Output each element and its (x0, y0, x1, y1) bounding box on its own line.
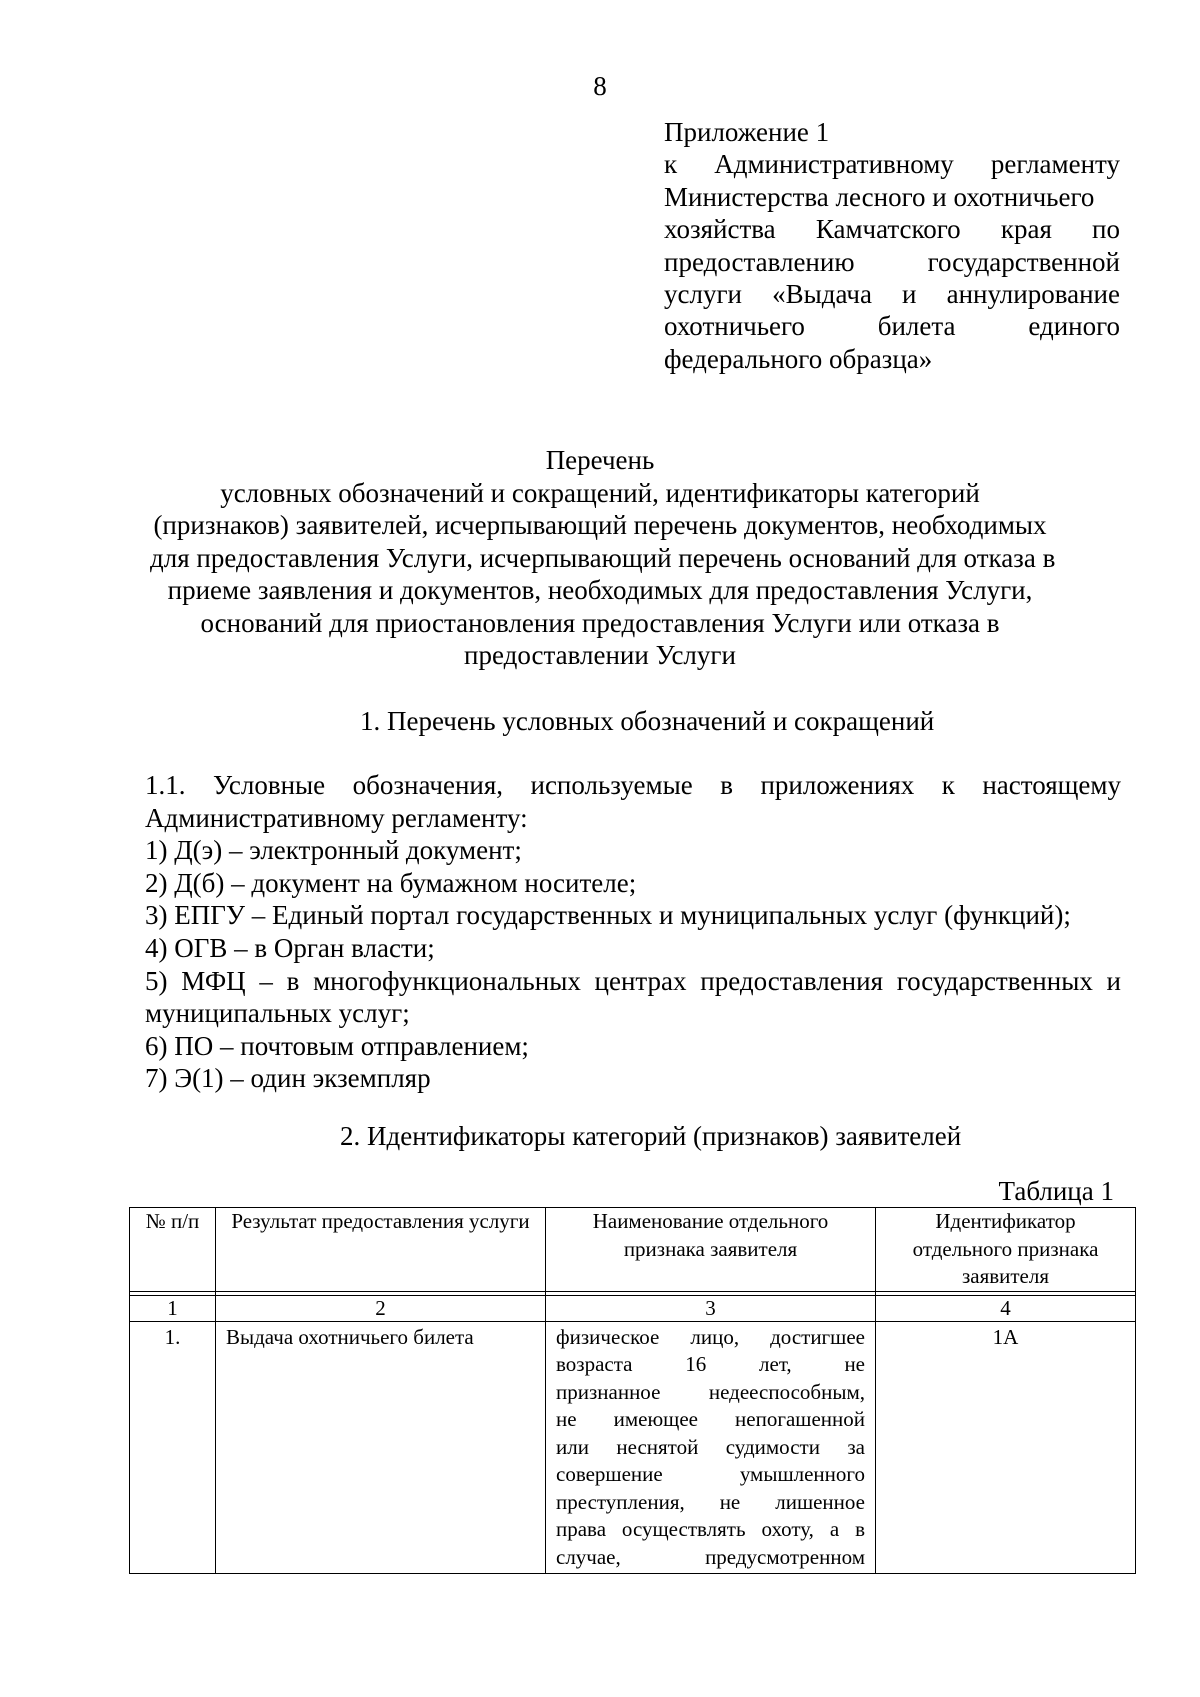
table-caption: Таблица 1 (998, 1176, 1114, 1206)
legend-line: Административному регламенту: (145, 802, 528, 833)
appendix-line: хозяйства Камчатского края по (664, 214, 1120, 245)
section-2-heading: 2. Идентификаторы категорий (признаков) заявителей (340, 1121, 962, 1151)
legend-item: 4) ОГВ – в Орган власти; (145, 932, 435, 963)
column-number: 2 (216, 1295, 546, 1321)
title-line: оснований для приостановления предоставления Услуги или отказа в (200, 607, 1000, 638)
legend-item: муниципальных услуг; (145, 998, 410, 1029)
legend-item: 3) ЕПГУ – Единый портал государственных и муниципальных услуг (функций); (145, 900, 1071, 931)
column-number: 1 (130, 1295, 216, 1321)
feature-line: возраста 16 лет, не (556, 1352, 865, 1376)
legend-line: 1.1. Условные обозначения, используемые в приложениях к настоящему (145, 770, 1121, 800)
row-feature (546, 1321, 876, 1573)
legend-item: 6) ПО – почтовым отправлением; (145, 1030, 529, 1061)
appendix-line: Министерства лесного и охотничьего (664, 181, 1095, 212)
appendix-line: федерального образца» (664, 343, 933, 374)
legend-item: 1) Д(э) – электронный документ; (145, 835, 522, 866)
appendix-line: предоставлению государственной (664, 246, 1120, 277)
feature-line: не имеющее непогашенной (556, 1407, 865, 1431)
header-cell-identifier: Идентификатор отдельного признака заявителя (876, 1208, 1136, 1292)
title-line: Перечень (545, 445, 655, 475)
row-number: 1. (130, 1321, 216, 1573)
applicant-categories-table (129, 1207, 1136, 1574)
title-line: условных обозначений и сокращений, идентификаторы категорий (220, 477, 980, 508)
feature-line: права осуществлять охоту, а в (556, 1517, 865, 1541)
header-cell-number: № п/п (130, 1208, 216, 1292)
section-1-heading: 1. Перечень условных обозначений и сокращений (360, 706, 935, 736)
appendix-line: охотничьего билета единого (664, 311, 1120, 342)
row-result: Выдача охотничьего билета (216, 1321, 546, 1573)
appendix-header (664, 116, 1120, 375)
appendix-line: услуги «Выдача и аннулирование (664, 279, 1120, 310)
legend-item: 7) Э(1) – один экземпляр (145, 1063, 431, 1094)
legend-item: 5) МФЦ – в многофункциональных центрах предоставления государственных и (145, 965, 1121, 996)
column-number: 4 (876, 1295, 1136, 1321)
feature-line: физическое лицо, достигшее (556, 1324, 865, 1349)
abbreviation-list (145, 769, 1121, 1095)
header-cell-feature: Наименование отдельного признака заявителя (546, 1208, 876, 1292)
feature-line: совершение умышленного (556, 1462, 865, 1486)
column-number-row (130, 1295, 1136, 1321)
feature-line: преступления, не лишенное (556, 1489, 865, 1514)
row-identifier: 1А (876, 1321, 1136, 1573)
title-line: предоставлении Услуги (464, 640, 736, 670)
title-line: приеме заявления и документов, необходимых для предоставления Услуги, (167, 575, 1033, 605)
document-title (150, 444, 1056, 672)
table-header-row (130, 1208, 1136, 1292)
page-number: 8 (593, 71, 607, 101)
table-row (130, 1321, 1136, 1573)
feature-line: или неснятой судимости за (556, 1434, 865, 1459)
feature-line: признанное недееспособным, (556, 1379, 865, 1404)
title-line: (признаков) заявителей, исчерпывающий перечень документов, необходимых (153, 510, 1047, 540)
feature-line: случае, предусмотренном (556, 1544, 865, 1569)
appendix-line: Приложение 1 (664, 117, 830, 147)
column-number: 3 (546, 1295, 876, 1321)
appendix-line: к Административному регламенту (664, 149, 1120, 180)
header-cell-result: Результат предоставления услуги (216, 1208, 546, 1292)
legend-item: 2) Д(б) – документ на бумажном носителе; (145, 867, 637, 898)
title-line: для предоставления Услуги, исчерпывающий перечень оснований для отказа в (150, 542, 1056, 573)
